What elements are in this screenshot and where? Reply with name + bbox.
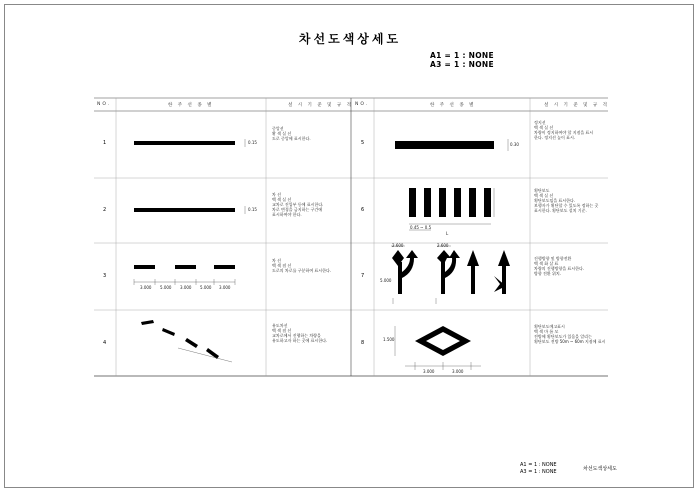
dim-arrow-head-1: 2.600 bbox=[392, 243, 404, 248]
footer-scale-a3: A3 = 1 : NONE bbox=[520, 469, 557, 475]
dashed-lane-mark bbox=[134, 265, 235, 269]
dim-arrow-height: 5.000 bbox=[380, 278, 392, 283]
spec-7: 진행방향 및 방향전환 백 색 화 살 표 차량의 진행방향을 표시한다. 방향 전환 위치. bbox=[534, 256, 585, 276]
solid-lane-mark bbox=[134, 208, 235, 212]
dim-seg-3: 3.000 bbox=[180, 285, 192, 290]
spec-3: 차 선 백 색 점 선 도로의 차로를 구분하여 표시한다. bbox=[272, 258, 332, 273]
footer-scale-a1: A1 = 1 : NONE bbox=[520, 462, 557, 468]
dim-crosswalk-total: L bbox=[446, 231, 449, 236]
row-no-6: 6 bbox=[361, 207, 365, 213]
scale-a1: A1 = 1 : NONE bbox=[430, 51, 494, 60]
header-spec-right: 설 시 기 준 및 규 격 bbox=[544, 103, 610, 108]
spec-2: 차 선 백 색 실 선 교차로 진입부 등에 표시한다. 차로 변경을 금지하는 구간에 표시하여야 한다. bbox=[272, 192, 324, 217]
spec-4: 유도차선 백 색 점 선 교차로에서 진행하는 차량을 유도하고자 하는 곳에 표시한다. bbox=[272, 323, 328, 343]
header-shape-left: 한 주 선 종 별 bbox=[168, 103, 214, 108]
dim-bar-width-2: 0.15 bbox=[248, 207, 257, 212]
dim-diamond-width-1: 3.000 bbox=[423, 369, 435, 374]
dim-seg-4: 5.000 bbox=[200, 285, 212, 290]
dim-stop-height: 0.30 bbox=[510, 142, 519, 147]
row-no-7: 7 bbox=[361, 273, 365, 279]
dim-diamond-height: 1.500 bbox=[383, 337, 395, 342]
row-no-1: 1 bbox=[103, 140, 107, 146]
header-no-right: NO. bbox=[355, 102, 370, 107]
dim-diamond-width-2: 3.000 bbox=[452, 369, 464, 374]
row-no-2: 2 bbox=[103, 207, 107, 213]
dim-seg-1: 3.000 bbox=[140, 285, 152, 290]
scale-a3: A3 = 1 : NONE bbox=[430, 60, 494, 69]
header-no-left: NO. bbox=[97, 102, 112, 107]
spec-6: 횡단보도 백 색 실 선 횡단보도임을 표시한다. 보행자가 횡단할 수 있도록 정하는 곳 표시한다. 횡단보도 설치 기준. bbox=[534, 188, 599, 213]
header-shape-right: 한 주 선 종 별 bbox=[430, 103, 476, 108]
header-spec-left: 설 시 기 준 및 규 격 bbox=[288, 103, 354, 108]
dim-bar-width-1: 0.15 bbox=[248, 140, 257, 145]
dim-arrow-head-2: 2.600 bbox=[437, 243, 449, 248]
footer-title: 차선도색상세도 bbox=[583, 466, 617, 472]
diamond-crosswalk-warning-mark bbox=[415, 326, 471, 356]
row-no-8: 8 bbox=[361, 340, 365, 346]
spec-5: 정지선 백 색 실 선 차량이 정지하여야 할 지점을 표시 한다. 정지선 높이 표시. bbox=[534, 120, 594, 140]
spec-8: 횡단보도예고표시 백 색 마 름 모 전방에 횡단보도가 있음을 알리는 횡단보도 전방 50m ~ 60m 지점에 표시 bbox=[534, 324, 606, 344]
dim-seg-5: 3.000 bbox=[219, 285, 231, 290]
row-no-5: 5 bbox=[361, 140, 365, 146]
spec-1: 중앙선 황 색 실 선 도로 중앙에 표시한다. bbox=[272, 126, 311, 141]
crosswalk-mark bbox=[409, 188, 491, 217]
dim-crosswalk-width: 0.45 ~ 0.5 bbox=[410, 225, 432, 230]
row-no-4: 4 bbox=[103, 340, 107, 346]
row-no-3: 3 bbox=[103, 273, 107, 279]
solid-centerline-mark bbox=[134, 141, 235, 145]
dim-seg-2: 5.000 bbox=[160, 285, 172, 290]
stop-line-mark bbox=[395, 141, 494, 149]
direction-arrows bbox=[392, 250, 510, 294]
guide-dashed-mark bbox=[141, 320, 219, 359]
drawing-title: 차선도색상세도 bbox=[298, 32, 402, 46]
